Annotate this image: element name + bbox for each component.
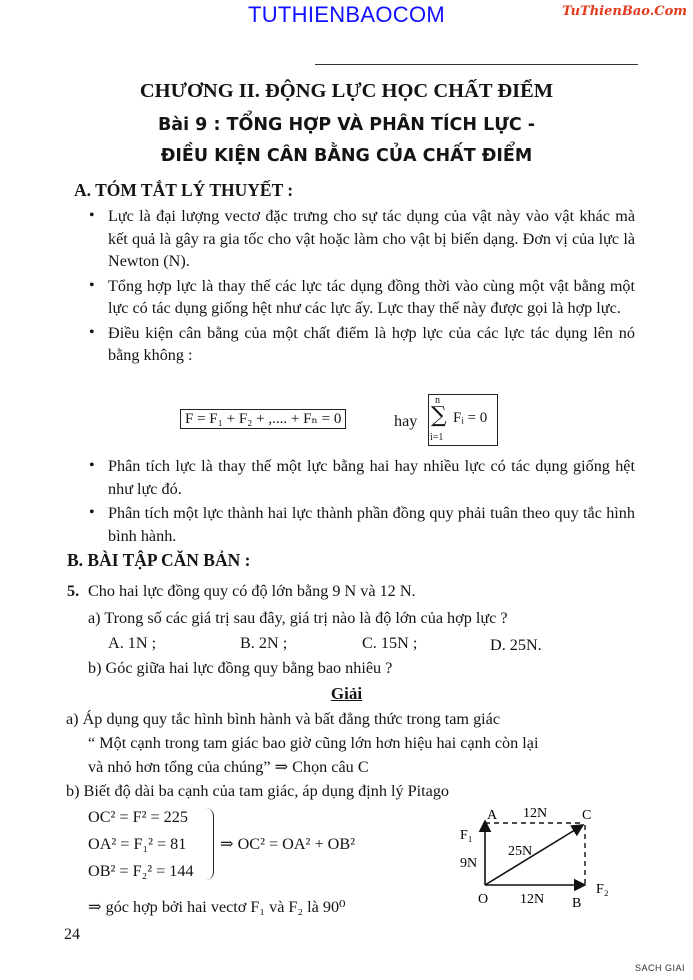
problem-part-b: b) Góc giữa hai lực đồng quy bằng bao nhiêu ? [88,659,393,677]
option-d: D. 25N. [490,636,542,654]
problem-statement: Cho hai lực đồng quy có độ lớn bằng 9 N và 12 N. [88,582,416,600]
section-a-heading: A. TÓM TẮT LÝ THUYẾT : [74,180,294,200]
bullet-text: Lực là đại lượng vectơ đặc trưng cho sự tác dụng của vật này vào vật khác mà kết quả là gây ra gia tốc cho vật hoặc làm cho vật bị biến dạng. Đơn vị của lực là Newton (N). [108,207,635,270]
solution-b-line1: b) Biết độ dài ba cạnh của tam giác, áp dụng định lý Pitago [66,782,450,800]
option-b: B. 2N ; [240,634,288,652]
equation-oc: OC² = F² = 225 [88,808,188,826]
chapter-title: CHƯƠNG II. ĐỘNG LỰC HỌC CHẤT ĐIỂM [139,80,554,102]
formula-sum-box [428,394,498,446]
section-b-heading: B. BÀI TẬP CĂN BẢN : [67,550,251,570]
length-ob: 12N [520,892,545,907]
bullet-item [89,275,635,320]
label-c: C [582,808,592,823]
lesson-title-line1: Bài 9 : TỔNG HỢP VÀ PHÂN TÍCH LỰC - [157,115,536,135]
sum-upper-limit: n [435,395,440,406]
problem-number: 5. [67,582,80,600]
bullet-text: Phân tích một lực thành hai lực thành phần đồng quy phải tuân theo quy tắc hình bình hành. [108,504,635,545]
force-diagram [450,805,630,915]
equation-brace [205,808,214,880]
length-oa: 9N [460,856,478,871]
formula-hay: hay [394,412,418,430]
solution-title [0,684,693,704]
bullet-item [89,322,635,367]
length-ac: 12N [523,806,548,821]
label-a: A [487,808,498,823]
bullet-dot: • [89,457,95,474]
length-oc: 25N [508,844,533,859]
brand-logo: TuThienBao.Com [562,4,687,19]
formula-left-box: F = F₁ + F₂ + ,.... + Fₙ = 0 [180,409,346,429]
bullet-dot: • [89,207,95,224]
label-f2: F₂ [596,882,609,897]
solution-a-line3: và nhỏ hơn tổng của chúng” ⇒ Chọn câu C [88,758,369,776]
equation-result: ⇒ OC² = OA² + OB² [220,835,355,853]
theory-bullets-2 [89,455,635,549]
solution-a-line1: a) Áp dụng quy tắc hình bình hành và bất đẳng thức trong tam giác [66,710,501,728]
solution-a-line2: “ Một cạnh trong tam giác bao giờ cũng lớn hơn hiệu hai cạnh còn lại [88,734,539,752]
problem-part-a: a) Trong số các giá trị sau đây, giá trị nào là độ lớn của hợp lực ? [88,609,508,627]
bullet-dot: • [89,323,95,341]
header-rule [315,64,638,65]
bullet-item [89,502,635,547]
label-f1: F₁ [460,828,473,843]
equilibrium-formula [180,408,346,428]
sigma-icon: ∑ [431,403,447,428]
sum-lower-limit: i=1 [430,432,444,443]
bullet-dot: • [89,276,95,294]
bullet-text: Phân tích lực là thay thế một lực bằng hai hay nhiều lực có tác dụng giống hệt như lực đó. [108,457,635,498]
bullet-item [89,455,635,500]
option-a: A. 1N ; [108,634,157,652]
bullet-text: Điều kiện cân bằng của một chất điểm là hợp lực của các lực tác dụng lên nó bằng không : [108,323,635,364]
label-b: B [572,896,582,911]
bullet-dot: • [89,504,95,521]
page-number: 24 [64,926,80,943]
vector-oc [485,825,583,885]
bullet-text: Tổng hợp lực là thay thế các lực tác dụng đồng thời vào cùng một vật bằng một lực có tác dụng giống hệt như các lực ấy. Lực thay thế này được gọi là hợp lực. [108,276,635,317]
label-o: O [478,892,489,907]
equation-oa: OA² = F₁² = 81 [88,835,187,853]
theory-bullets-1 [89,205,635,369]
site-header: TUTHIENBAOCOM [247,2,445,27]
equation-ob: OB² = F₂² = 144 [88,862,194,880]
bullet-item [89,205,635,273]
footer-logo: SACH GIAI [634,963,685,973]
solution-title-text: Giải [330,684,363,703]
option-c: C. 15N ; [362,634,418,652]
lesson-title-line2: ĐIỀU KIỆN CÂN BẰNG CỦA CHẤT ĐIỂM [160,146,533,166]
solution-conclusion: ⇒ góc hợp bởi hai vectơ F₁ và F₂ là 90⁰ [88,898,346,916]
sum-body: Fᵢ = 0 [453,410,488,426]
